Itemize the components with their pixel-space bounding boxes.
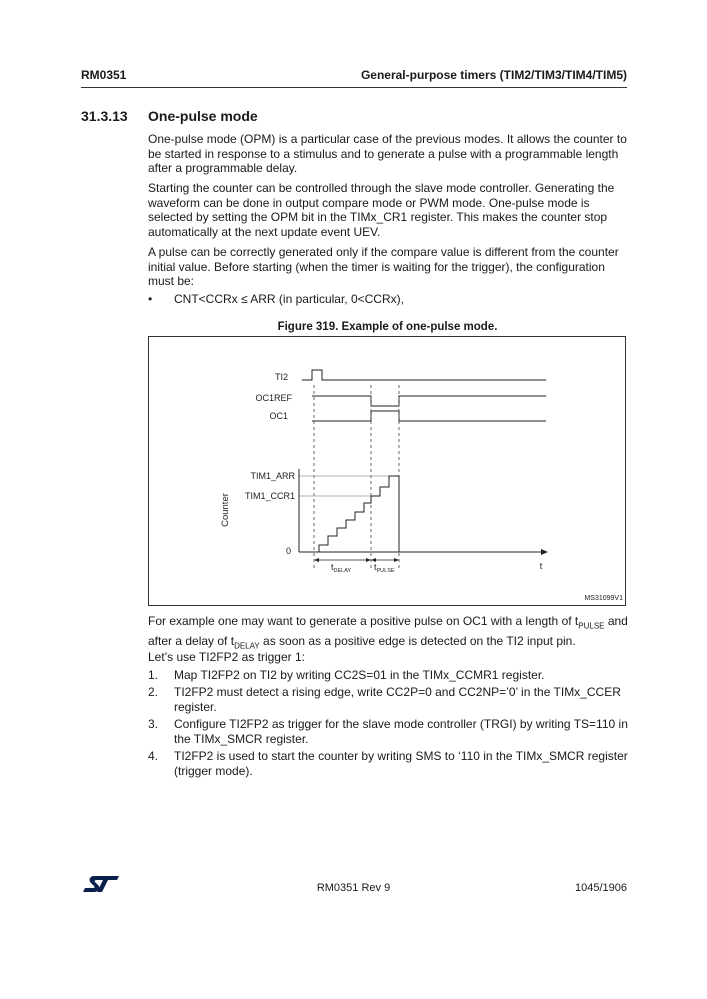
- level-label-ccr1: TIM1_CCR1: [244, 491, 295, 501]
- level-label-arr: TIM1_ARR: [250, 471, 295, 481]
- header-chapter-title: General-purpose timers (TIM2/TIM3/TIM4/TIM5): [360, 68, 627, 82]
- header-doc-id: RM0351: [81, 68, 127, 82]
- waveform-oc1ref: [312, 396, 546, 406]
- example-sub-pulse: PULSE: [578, 621, 605, 631]
- step-1-text: Map TI2FP2 on TI2 by writing CC2S=01 in the TIMx_CCMR1 register.: [174, 668, 545, 682]
- bullet-symbol: •: [148, 292, 153, 306]
- example-sub-delay: DELAY: [234, 641, 260, 651]
- figure-diagram: [148, 336, 626, 606]
- step-1-number: 1.: [148, 668, 159, 682]
- step-3-number: 3.: [148, 717, 159, 731]
- bullet-condition: CNT<CCRx ≤ ARR (in particular, 0<CCRx),: [174, 292, 404, 306]
- step-2-number: 2.: [148, 685, 159, 699]
- paragraph-trigger-intro: Let’s use TI2FP2 as trigger 1:: [148, 650, 305, 664]
- signal-label-ti2: TI2: [274, 372, 288, 382]
- signal-label-oc1ref: OC1REF: [255, 393, 292, 403]
- dimension-t-delay-arrow-right: [366, 558, 371, 562]
- dimension-t-pulse-arrow-right: [394, 558, 399, 562]
- section-number: 31.3.13: [81, 108, 128, 124]
- paragraph-slave-mode: Starting the counter can be controlled through the slave mode controller. Generating the waveform can be done in output compare mode or PWM mode. One-pulse mode is selected by setting the OPM bit in the TIMx_CR1 register. This makes the counter stop automatically at the next update event UEV.: [148, 181, 615, 239]
- step-3-text: Configure TI2FP2 as trigger for the slave mode controller (TRGI) by writing TS=110 in the TIMx_SMCR register.: [174, 717, 628, 746]
- label-t-delay-sub: DELAY: [333, 568, 352, 574]
- footer-page-number: 1045/1906: [575, 882, 627, 894]
- section-title: One-pulse mode: [148, 108, 258, 124]
- footer-revision: RM0351 Rev 9: [316, 882, 391, 894]
- step-2-text: TI2FP2 must detect a rising edge, write CC2P=0 and CC2NP=’0’ in the TIMx_CCER register.: [174, 685, 621, 714]
- paragraph-opm-intro: One-pulse mode (OPM) is a particular case of the previous modes. It allows the counter to be started in response to a stimulus and to generate a pulse with a programmable length after a programmable delay.: [148, 132, 627, 175]
- signal-label-oc1: OC1: [269, 411, 288, 421]
- header-divider: [81, 87, 627, 88]
- waveform-ti2: [302, 370, 546, 380]
- label-t-pulse-main: t: [374, 562, 377, 572]
- time-axis-arrowhead: [541, 549, 548, 555]
- step-4-number: 4.: [148, 749, 159, 763]
- figure-title: Figure 319. Example of one-pulse mode.: [277, 321, 498, 333]
- counter-staircase: [314, 476, 399, 552]
- paragraph-compare-value: A pulse can be correctly generated only if the compare value is different from the counter initial value. Before starting (when the timer is waiting for the trigger), the configuration must be:: [148, 245, 619, 288]
- example-text-1: For example one may want to generate a positive pulse on OC1 with a length of t: [148, 614, 579, 628]
- example-text-3: as soon as a positive edge is detected on the TI2 input pin.: [259, 633, 576, 648]
- label-t-delay: [331, 562, 351, 574]
- dimension-t-delay-arrow-left: [314, 558, 319, 562]
- example-text-2: and after a delay of t: [148, 614, 628, 648]
- label-t-pulse: [374, 562, 395, 574]
- figure-ref-code: MS31099V1: [584, 595, 623, 602]
- label-t-delay-main: t: [331, 562, 334, 572]
- x-axis-label-t: t: [539, 561, 543, 571]
- step-4-text: TI2FP2 is used to start the counter by writing SMS to ‘110 in the TIMx_SMCR register (trigger mode).: [174, 749, 628, 778]
- label-t-pulse-sub: PULSE: [376, 568, 395, 574]
- level-label-zero: 0: [285, 546, 291, 556]
- waveform-oc1: [312, 411, 546, 421]
- y-axis-label-counter: Counter: [220, 493, 231, 527]
- paragraph-example: [148, 614, 628, 654]
